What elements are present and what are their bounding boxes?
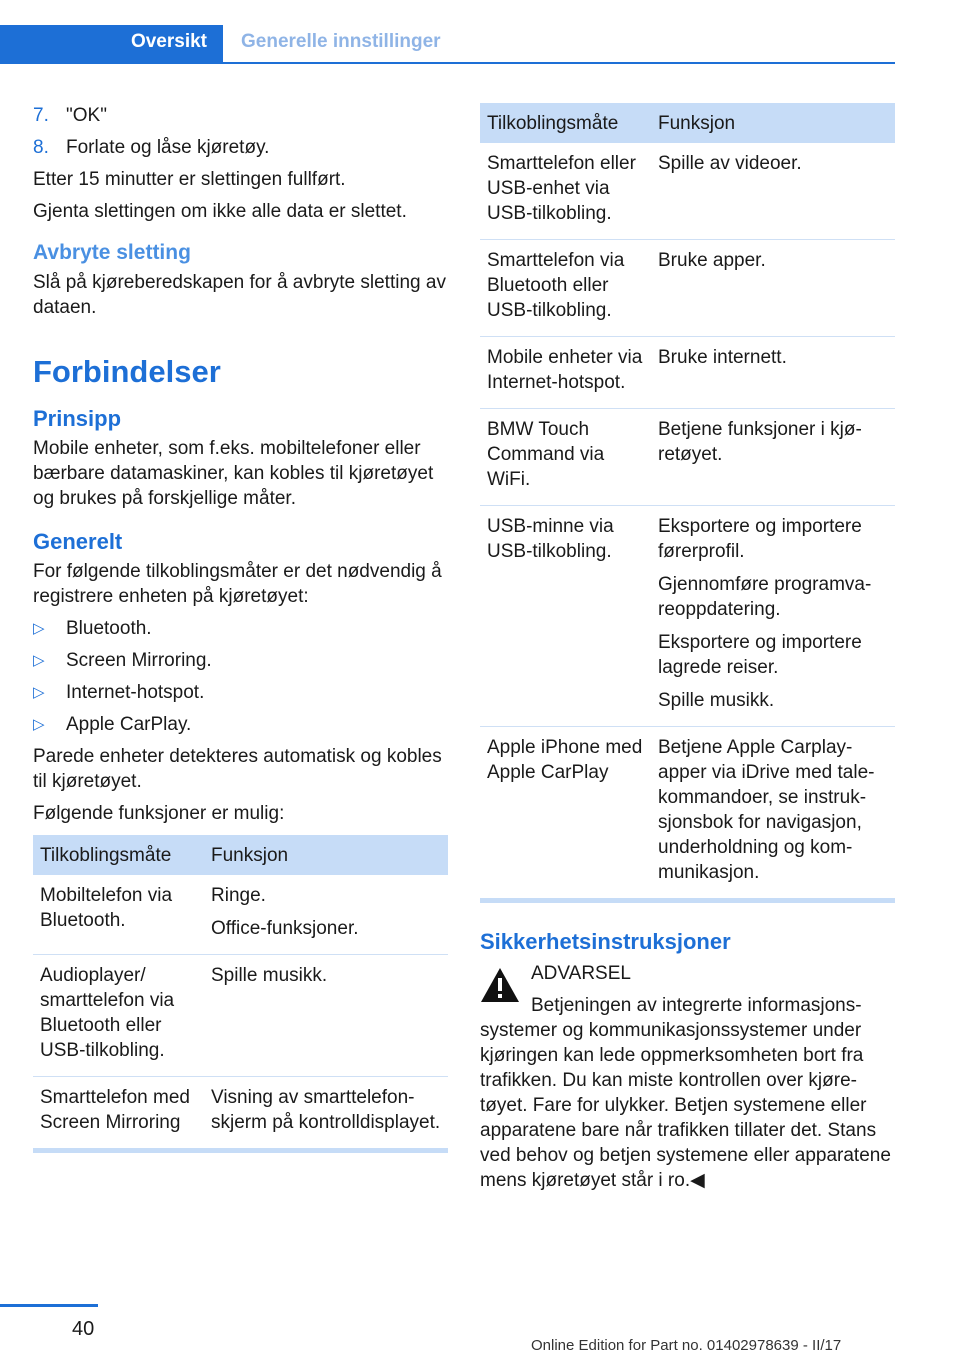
heading-forbindelser: Forbindelser [33,354,221,389]
table-cell [651,409,895,506]
column-header: Funksjon [204,835,448,875]
function-text: Spille av videoer. [658,153,802,174]
header-bar [0,25,895,64]
function-text: Ringe. [211,885,266,906]
function-text: Eksportere og importere lagrede reiser. [658,632,862,678]
connections-table-right [480,103,895,903]
table-cell: Mobile enheter via Internet-hotspot. [480,337,651,409]
column-header: Tilkoblingsmåte [480,103,651,143]
triangle-bullet-icon: ▷ [33,652,45,669]
step-number: 8. [33,137,49,158]
paragraph: Gjenta slettingen om ikke alle data er slettet. [33,201,407,222]
function-text: Eksportere og importere førerprofil. [658,516,862,562]
list-item [33,648,448,673]
paragraph: Mobile enheter, som f.eks. mobiltelefoner eller bærbare datamaskiner, kan kobles til kjøretøyet og brukes på forskjellige måter. [33,438,434,509]
function-text: Bruke internett. [658,347,787,368]
table-row [480,727,895,901]
table-row [33,955,448,1077]
table-cell [204,1077,448,1151]
list-item-text: Internet-hotspot. [66,682,205,703]
table-cell [651,143,895,240]
table-cell [204,955,448,1077]
heading-avbryte-sletting: Avbryte sletting [33,241,191,264]
heading-generelt: Generelt [33,529,123,554]
page-number: 40 [72,1318,95,1340]
warning-triangle-icon [480,967,520,1003]
table-row [480,337,895,409]
list-item [33,680,448,705]
paragraph: Slå på kjøreberedskapen for å avbryte sletting av dataen. [33,272,446,318]
table-row [480,409,895,506]
warning-block [480,961,895,1193]
paragraph: Etter 15 minutter er slettingen fullført. [33,169,346,190]
function-text: Spille musikk. [211,965,328,986]
table-header-row [480,103,895,143]
column-header: Funksjon [651,103,895,143]
paragraph: Følgende funksjoner er mulig: [33,803,285,824]
paragraph: For følgende tilkoblingsmåter er det nødvendig å registrere enheten på kjøretøyet: [33,561,442,607]
table-cell: Smarttelefon via Bluetooth eller USB-tilkobling. [480,240,651,337]
warning-text [480,993,895,1193]
table-cell: Audioplayer/ smarttelefon via Bluetooth eller USB-tilkobling. [33,955,204,1077]
table-cell [651,727,895,901]
function-text: Spille musikk. [658,690,775,711]
table-cell: Apple iPhone med Apple CarPlay [480,727,651,901]
function-text: Visning av smarttelefonskjerm på kontrolldisplayet. [211,1087,441,1133]
table-cell: Smarttelefon eller USB-enhet via USB-tilkobling. [480,143,651,240]
warning-title: ADVARSEL [531,963,631,984]
left-column [33,103,448,1153]
heading-prinsipp: Prinsipp [33,406,122,431]
column-header: Tilkoblingsmåte [33,835,204,875]
edition-text: Online Edition for Part no. 01402978639 - II/17 [531,1337,842,1354]
function-text: Bruke apper. [658,250,766,271]
table-cell [651,337,895,409]
list-item [33,616,448,641]
list-item-text: Apple CarPlay. [66,714,192,735]
table-row [480,143,895,240]
table-cell: BMW Touch Command via WiFi. [480,409,651,506]
warning-body: Betjeningen av integrerte informasjonssystemer og kommunikasjonssystemer under kjøringen kan lede oppmerksomheten bort fra trafikken. Du kan miste kontrollen over kjøretøyet. Fare for ulykker. Betjen systemene eller apparatene bare når trafikken tillater det. Stans ved behov og betjen systemene eller apparatene mens kjøretøyet står i ro.◀ [480,995,891,1191]
function-text: Betjene funksjoner i kjøretøyet. [658,419,862,465]
connections-table-left [33,835,448,1153]
footer-line [0,1304,98,1307]
step-text: "OK" [66,105,107,126]
paragraph: Parede enheter detekteres automatisk og kobles til kjøretøyet. [33,746,442,792]
step-8 [33,135,448,160]
step-7 [33,103,448,128]
table-cell [651,240,895,337]
function-text: Office-funksjoner. [211,918,359,939]
right-column [480,103,895,1193]
list-item-text: Screen Mirroring. [66,650,212,671]
table-header-row [33,835,448,875]
table-cell: USB-minne via USB-tilkobling. [480,506,651,727]
triangle-bullet-icon: ▷ [33,620,45,637]
tab-generelle-innstillinger[interactable]: Generelle innstillinger [241,31,441,52]
list-item [33,712,448,737]
table-cell [651,506,895,727]
heading-sikkerhetsinstruksjoner: Sikkerhetsinstruksjoner [480,929,731,954]
step-text: Forlate og låse kjøretøy. [66,137,270,158]
table-row [33,1077,448,1151]
table-cell: Smarttelefon med Screen Mirroring [33,1077,204,1151]
step-number: 7. [33,105,49,126]
triangle-bullet-icon: ▷ [33,684,45,701]
table-row [480,506,895,727]
table-row [33,875,448,955]
tab-oversikt[interactable]: Oversikt [0,25,223,62]
table-cell [204,875,448,955]
table-row [480,240,895,337]
triangle-bullet-icon: ▷ [33,716,45,733]
table-cell: Mobiltelefon via Bluetooth. [33,875,204,955]
function-text: Betjene Apple Carplay-apper via iDrive med talekommandoer, se instruksjonsbok for navigasjon, underholdning og kommunikasjon. [658,737,875,883]
function-text: Gjennomføre programvareoppdatering. [658,574,872,620]
list-item-text: Bluetooth. [66,618,152,639]
